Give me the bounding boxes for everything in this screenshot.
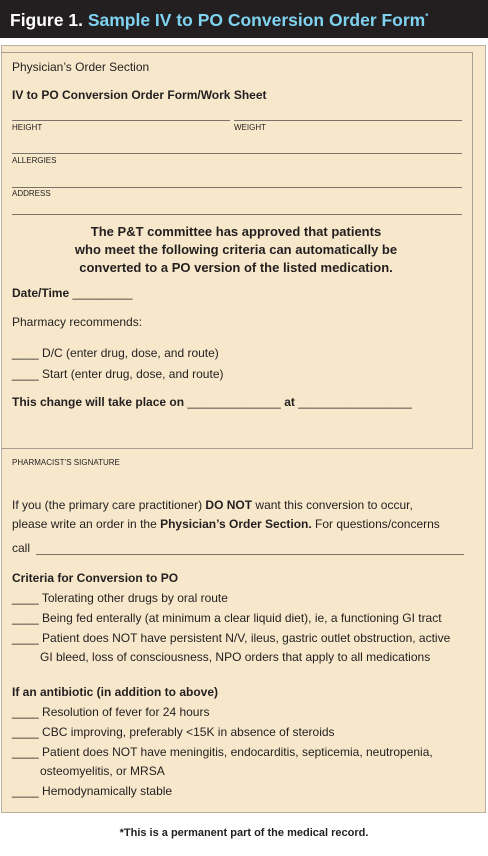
criteria-item — [12, 591, 228, 606]
height-label: HEIGHT — [12, 123, 43, 132]
instructions-line-2 — [12, 517, 440, 532]
address-label: ADDRESS — [12, 189, 51, 198]
option-start — [12, 367, 223, 382]
antibiotic-text: Patient does NOT have meningitis, endocarditis, septicemia, neutropenia, — [42, 745, 433, 759]
criteria-blank[interactable]: ____ — [12, 631, 39, 645]
section-label: Physician’s Order Section — [12, 60, 150, 74]
date-time-label: Date/Time — [12, 286, 70, 300]
call-label: call — [12, 541, 31, 555]
criteria-item — [12, 631, 450, 646]
criteria-heading: Criteria for Conversion to PO — [12, 571, 179, 585]
antibiotic-text-continued: osteomyelitis, or MRSA — [40, 764, 165, 778]
criteria-text: Patient does NOT have persistent N/V, ileus, gastric outlet obstruction, active — [42, 631, 451, 645]
antibiotic-text: Resolution of fever for 24 hours — [42, 705, 210, 719]
call-number-line[interactable] — [36, 554, 464, 555]
weight-label: WEIGHT — [234, 123, 266, 132]
committee-notice-line-1: The P&T committee has approved that patients — [90, 224, 382, 239]
option-dc — [12, 346, 219, 361]
criteria-text-continued: GI bleed, loss of consciousness, NPO orders that apply to all medications — [40, 650, 431, 664]
form-title: IV to PO Conversion Order Form/Work Sheet — [12, 88, 267, 102]
date-time-row — [12, 286, 133, 301]
pharmacy-recommends: Pharmacy recommends: — [12, 315, 143, 329]
allergies-label: ALLERGIES — [12, 156, 57, 165]
figure-title-bar — [0, 0, 488, 38]
instructions-emphasis: DO NOT — [205, 498, 253, 512]
option-blank[interactable]: ____ — [12, 346, 39, 360]
criteria-text: Being fed enterally (at minimum a clear liquid diet), ie, a functioning GI tract — [42, 611, 442, 625]
option-text: D/C (enter drug, dose, and route) — [42, 346, 219, 360]
antibiotic-item — [12, 725, 335, 740]
antibiotic-blank[interactable]: ____ — [12, 725, 39, 739]
committee-notice-line-2: who meet the following criteria can automatically be — [74, 242, 398, 257]
instructions-text: please write an order in the — [12, 517, 161, 531]
antibiotic-text: CBC improving, preferably <15K in absence of steroids — [42, 725, 335, 739]
committee-notice — [0, 223, 472, 277]
criteria-blank[interactable]: ____ — [12, 611, 39, 625]
antibiotic-blank[interactable]: ____ — [12, 705, 39, 719]
criteria-item — [12, 611, 442, 626]
criteria-blank[interactable]: ____ — [12, 591, 39, 605]
instructions-line-1 — [12, 498, 413, 513]
change-line-label: This change will take place on — [12, 395, 185, 409]
instructions-text: want this conversion to occur, — [252, 498, 413, 512]
antibiotic-text: Hemodynamically stable — [42, 784, 173, 798]
weight-field-line[interactable] — [234, 120, 462, 121]
address-field-line[interactable] — [12, 187, 462, 188]
change-line — [12, 395, 412, 410]
antibiotic-blank[interactable]: ____ — [12, 784, 39, 798]
antibiotic-blank[interactable]: ____ — [12, 745, 39, 759]
title-footnote-mark: * — [425, 12, 429, 22]
change-time-blank[interactable]: _________________ — [298, 395, 412, 409]
date-time-blank[interactable]: _________ — [72, 286, 133, 300]
allergies-field-line[interactable] — [12, 153, 462, 154]
instructions-emphasis: Physician’s Order Section. — [160, 517, 312, 531]
figure-label: Figure 1. — [10, 10, 83, 30]
change-date-blank[interactable]: ______________ — [187, 395, 281, 409]
option-text: Start (enter drug, dose, and route) — [42, 367, 224, 381]
criteria-text: Tolerating other drugs by oral route — [41, 591, 228, 605]
committee-notice-line-3: converted to a PO version of the listed medication. — [79, 260, 393, 275]
height-field-line[interactable] — [12, 120, 230, 121]
instructions-text: If you (the primary care practitioner) — [12, 498, 206, 512]
pharmacist-signature-label: PHARMACIST’S SIGNATURE — [12, 458, 120, 467]
antibiotic-item — [12, 784, 172, 799]
antibiotic-item — [12, 745, 433, 760]
address-line-2[interactable] — [12, 214, 462, 215]
footnote: *This is a permanent part of the medical record. — [119, 827, 369, 839]
antibiotic-item — [12, 705, 209, 720]
figure-title: Sample IV to PO Conversion Order Form — [87, 10, 426, 30]
option-blank[interactable]: ____ — [12, 367, 39, 381]
change-at-label: at — [284, 395, 295, 409]
instructions-text: For questions/concerns — [311, 517, 440, 531]
antibiotic-heading: If an antibiotic (in addition to above) — [12, 685, 218, 699]
